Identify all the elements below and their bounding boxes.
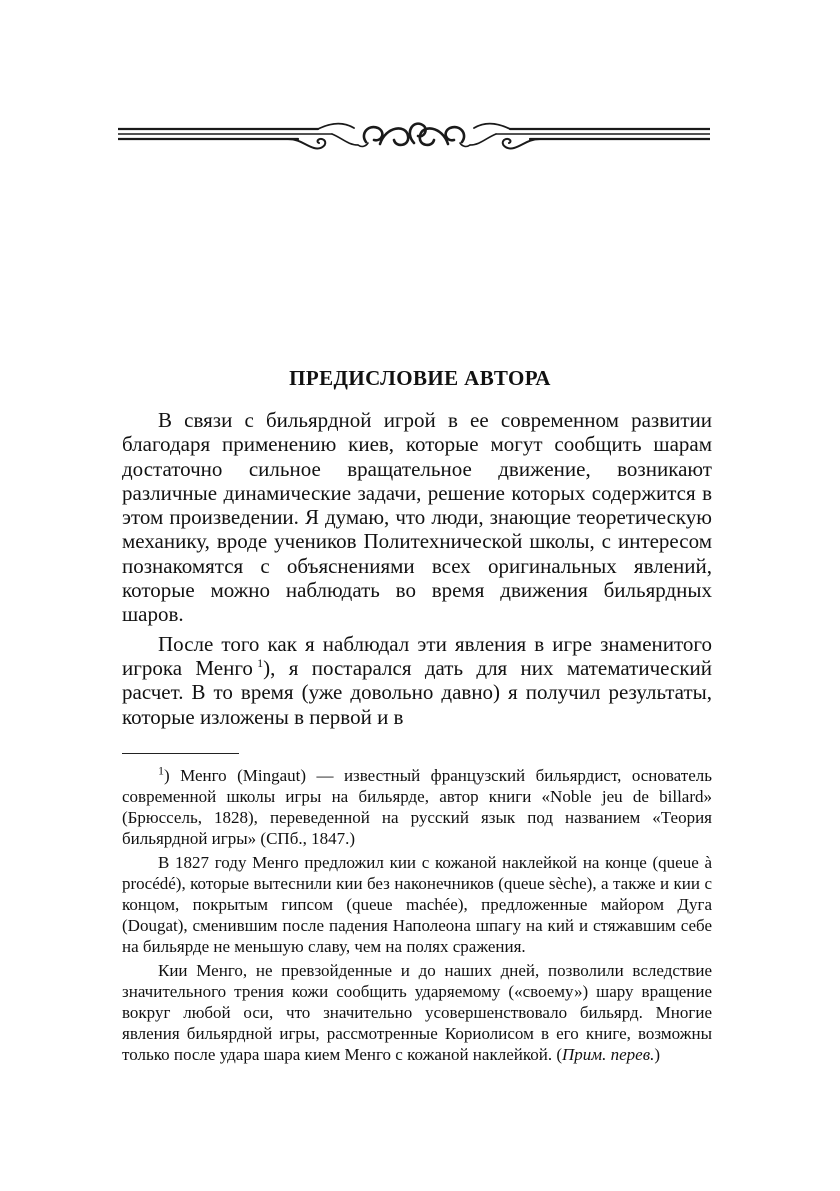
footnote: В 1827 году Менго предложил кии с кожаной наклейкой на конце (queue à procédé), которые вытеснили кии без наконечников (queue sèche), а также и кии с концом, покрытым гипсом (queue machée), предложенные майором Дуга (Dougat), сменившим после падения Наполеона шпагу на кий и стяжавшим себе на бильярде не меньшую славу, чем на полях сражения.: [122, 853, 712, 956]
footnote-reference: 1: [257, 655, 264, 670]
paragraph: В связи с бильярдной игрой в ее современном развитии благодаря применению киев, которые могут сообщить шарам достаточно сильное вращательное движение, возникают различные динамические задачи, решение которых содержится в этом произведении. Я думаю, что люди, знающие теоретическую механику, вроде учеников Политехнической школы, с интересом познакомятся с объяснениями всех оригинальных явлений, которые можно наблюдать во время движения бильярдных шаров.: [122, 408, 712, 627]
footnote: [122, 765, 712, 849]
header-ornament: [118, 112, 710, 158]
translator-note: Прим. перев.: [562, 1045, 655, 1064]
footnote-text: ): [654, 1045, 661, 1064]
paragraph: [122, 632, 712, 729]
footnote-text: Кии Менго, не превзойденные и до наших дней, позволили вследствие значительного трения кожи сообщить ударяемому («своему») шару вращение вокруг любой оси, что значительно усовершенствовало бильярд. Многие явления бильярдной игры, рассмотренные Кориолисом в его книге, возможны только после удара шара кием Менго с кожаной наклейкой. (: [122, 961, 712, 1064]
page-title: ПРЕДИСЛОВИЕ АВТОРА: [289, 366, 551, 390]
footnote: [122, 960, 712, 1065]
footnotes: [122, 765, 712, 1068]
footnote-marker: 1: [158, 763, 164, 778]
footnote-text: ) Менго (Mingaut) — известный французский бильярдист, основатель современной школы игры на бильярде, автор книги «Noble jeu de billard» (Брюссель, 1828), переведенной на русский язык под названием «Теория бильярдной игры» (СПб., 1847.): [122, 766, 712, 848]
main-text: [122, 408, 712, 734]
paragraph-text: ), я постарался дать для них математический расчет. В то время (уже довольно давно) я получил результаты, которые изложены в первой и в: [122, 655, 712, 729]
paragraph-text: После того как я наблюдал эти явления в игре знаменитого игрока Менго: [122, 631, 712, 680]
footnote-divider: [122, 753, 239, 754]
